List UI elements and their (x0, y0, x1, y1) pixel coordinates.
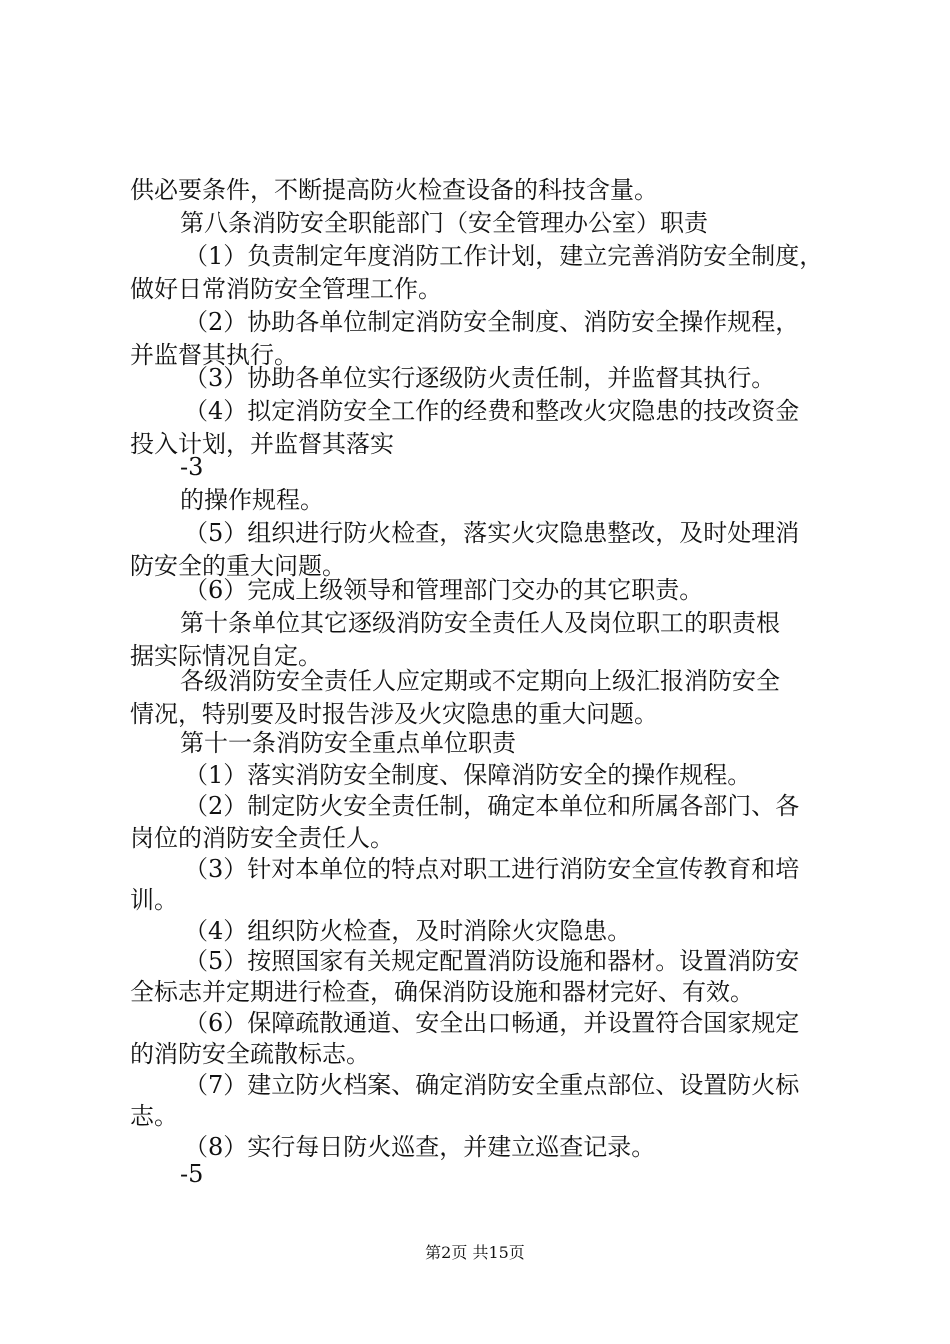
article-heading: 第八条消防安全职能部门（安全管理办公室）职责 (180, 209, 708, 237)
text-line: 防安全的重大问题。 (130, 552, 346, 580)
article-heading: 第十条单位其它逐级消防安全责任人及岗位职工的职责根 (180, 609, 780, 637)
text-line: 各级消防安全责任人应定期或不定期向上级汇报消防安全 (180, 667, 780, 695)
page-marker: -5 (180, 1160, 204, 1188)
text-line: （5）组织进行防火检查，落实火灾隐患整改，及时处理消 (184, 519, 800, 547)
text-line: （3）针对本单位的特点对职工进行消防安全宣传教育和培 (184, 855, 800, 883)
text-line: （6）保障疏散通道、安全出口畅通，并设置符合国家规定 (184, 1009, 800, 1037)
text-line: 并监督其执行。 (130, 341, 298, 369)
text-line: 据实际情况自定。 (130, 642, 322, 670)
text-line: 志。 (130, 1102, 178, 1130)
text-line: （2）协助各单位制定消防安全制度、消防安全操作规程， (184, 308, 800, 336)
article-heading: 第十一条消防安全重点单位职责 (180, 729, 516, 757)
text-line: 的操作规程。 (180, 486, 324, 514)
text-line: （7）建立防火档案、确定消防安全重点部位、设置防火标 (184, 1071, 800, 1099)
text-line: 的消防安全疏散标志。 (130, 1040, 370, 1068)
text-line: （4）拟定消防安全工作的经费和整改火灾隐患的技改资金 (184, 397, 800, 425)
text-line: 供必要条件，不断提高防火检查设备的科技含量。 (130, 176, 658, 204)
page-marker: -3 (180, 453, 204, 481)
text-line: 岗位的消防安全责任人。 (130, 824, 394, 852)
text-line: 情况，特别要及时报告涉及火灾隐患的重大问题。 (130, 700, 658, 728)
text-line: （3）协助各单位实行逐级防火责任制，并监督其执行。 (184, 364, 776, 392)
text-line: （5）按照国家有关规定配置消防设施和器材。设置消防安 (184, 947, 800, 975)
text-line: 训。 (130, 886, 178, 914)
text-line: 全标志并定期进行检查，确保消防设施和器材完好、有效。 (130, 978, 754, 1006)
text-line: （1）落实消防安全制度、保障消防安全的操作规程。 (184, 761, 752, 789)
page-footer: 第2页 共15页 (425, 1243, 525, 1262)
text-line: 做好日常消防安全管理工作。 (130, 275, 442, 303)
text-line: （1）负责制定年度消防工作计划，建立完善消防安全制度， (184, 242, 824, 270)
text-line: （8）实行每日防火巡查，并建立巡查记录。 (184, 1133, 656, 1161)
text-line: （6）完成上级领导和管理部门交办的其它职责。 (184, 576, 704, 604)
text-line: （4）组织防火检查，及时消除火灾隐患。 (184, 917, 632, 945)
text-line: 投入计划，并监督其落实 (130, 430, 394, 458)
text-line: （2）制定防火安全责任制，确定本单位和所属各部门、各 (184, 792, 800, 820)
